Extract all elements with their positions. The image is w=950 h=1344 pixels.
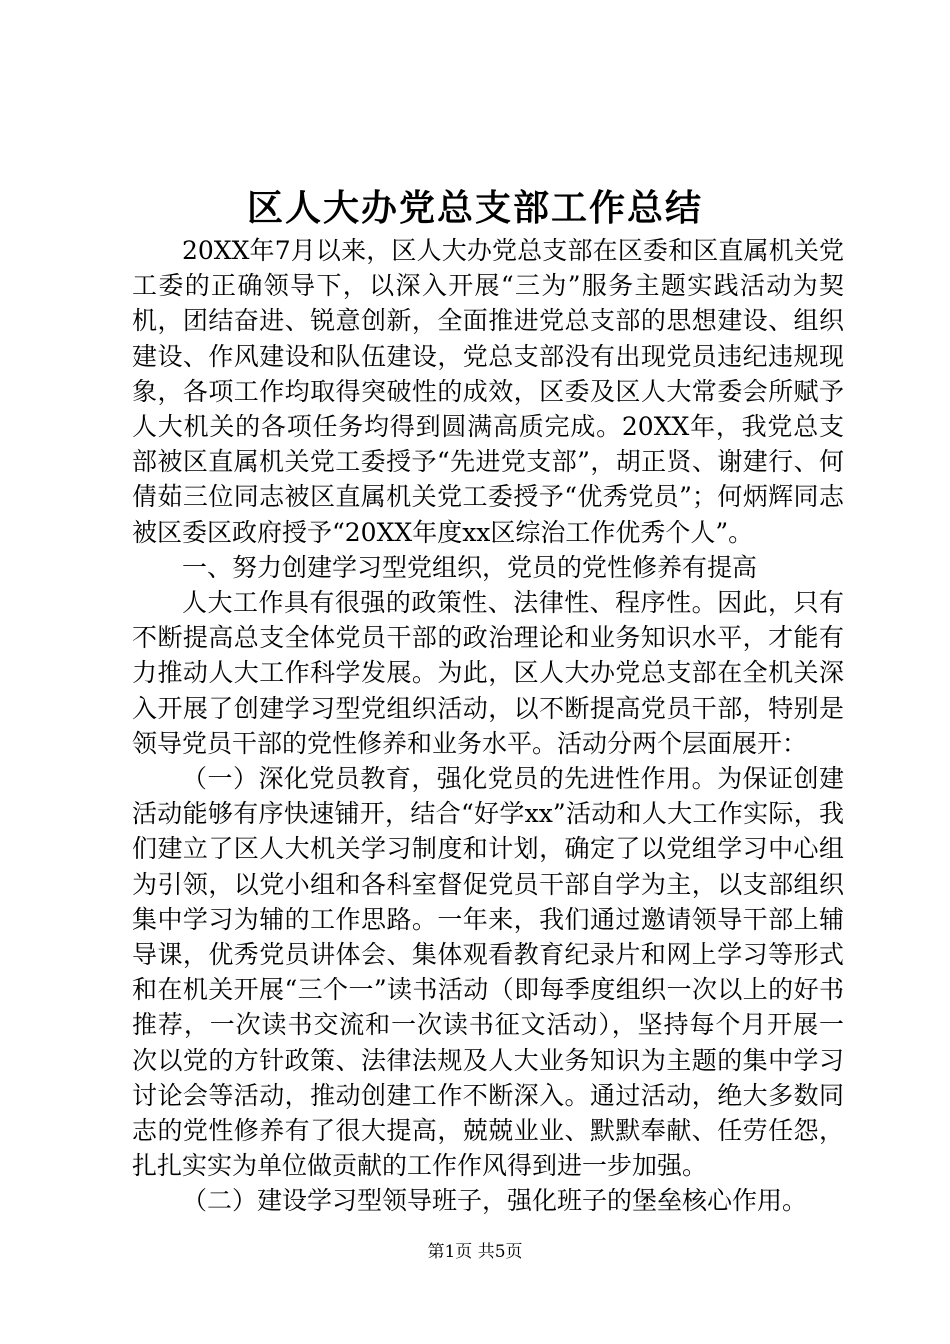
page-footer: 第1页 共5页	[427, 1242, 523, 1262]
section-paragraph: 人大工作具有很强的政策性、法律性、程序性。因此，只有不断提高总支全体党员干部的政治理论和业务知识水平，才能有力推动人大工作科学发展。为此，区人大办党总支部在全机关深入开展了创建学习型党组织活动，以不断提高党员干部，特别是领导党员干部的党性修养和业务水平。活动分两个层面展开：	[132, 588, 844, 758]
subsection-paragraph-1: （一）深化党员教育，强化党员的先进性作用。为保证创建活动能够有序快速铺开，结合“好学xx”活动和人大工作实际，我们建立了区人大机关学习制度和计划，确定了以党组学习中心组为引领，以党小组和各科室督促党员干部自学为主，以支部组织集中学习为辅的工作思路。一年来，我们通过邀请领导干部上辅导课，优秀党员讲体会、集体观看教育纪录片和网上学习等形式和在机关开展“三个一”读书活动（即每季度组织一次以上的好书推荐，一次读书交流和一次读书征文活动），坚持每个月开展一次以党的方针政策、法律法规及人大业务知识为主题的集中学习讨论会等活动，推动创建工作不断深入。通过活动，绝大多数同志的党性修养有了很大提高，兢兢业业、默默奉献、任劳任怨，扎扎实实为单位做贡献的工作作风得到进一步加强。	[132, 764, 844, 1181]
intro-paragraph: 20XX年7月以来，区人大办党总支部在区委和区直属机关党工委的正确领导下，以深入开展“三为”服务主题实践活动为契机，团结奋进、锐意创新，全面推进党总支部的思想建设、组织建设、作风建设和队伍建设，党总支部没有出现党员违纪违规现象，各项工作均取得突破性的成效，区委及区人大常委会所赋予人大机关的各项任务均得到圆满高质完成。20XX年，我党总支部被区直属机关党工委授予“先进党支部”，胡正贤、谢建行、何倩茹三位同志被区直属机关党工委授予“优秀党员”；何炳辉同志被区委区政府授予“20XX年度xx区综治工作优秀个人”。	[132, 236, 844, 547]
subsection-paragraph-2: （二）建设学习型领导班子，强化班子的堡垒核心作用。	[182, 1186, 808, 1216]
section-heading: 一、努力创建学习型党组织，党员的党性修养有提高	[182, 552, 758, 582]
document-title: 区人大办党总支部工作总结	[246, 187, 703, 229]
document-body	[132, 233, 844, 1219]
